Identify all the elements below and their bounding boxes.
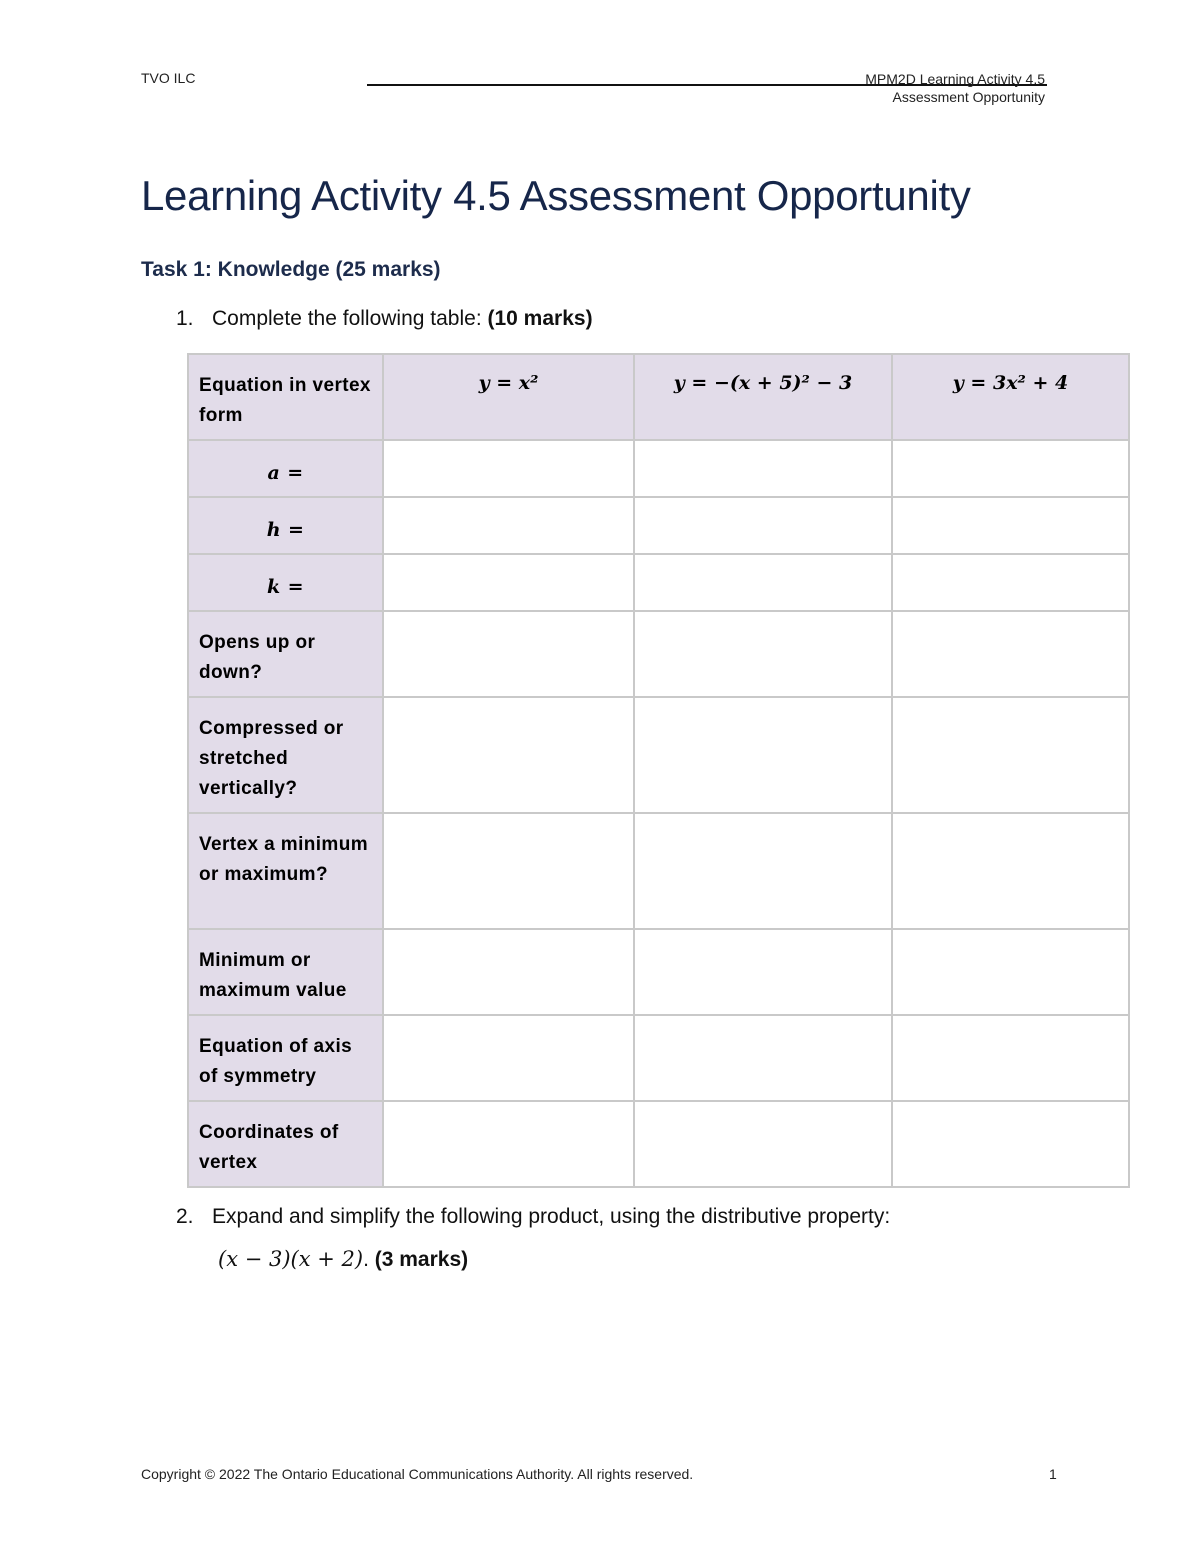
table-row — [188, 554, 1129, 611]
table-row — [188, 440, 1129, 497]
table-row — [188, 611, 1129, 697]
answer-cell[interactable] — [634, 497, 892, 554]
header-course-line1: MPM2D Learning Activity 4.5 — [865, 71, 1045, 87]
header-course — [865, 70, 1045, 106]
answer-cell[interactable] — [634, 697, 892, 813]
row-label-axis: Equation of axis of symmetry — [188, 1015, 383, 1101]
answer-cell[interactable] — [383, 697, 634, 813]
answer-cell[interactable] — [634, 1015, 892, 1101]
answer-cell[interactable] — [383, 813, 634, 929]
answer-cell[interactable] — [634, 929, 892, 1015]
answer-cell[interactable] — [892, 611, 1129, 697]
question-2-expression-line — [218, 1247, 468, 1272]
answer-cell[interactable] — [383, 611, 634, 697]
answer-cell[interactable] — [383, 929, 634, 1015]
answer-cell[interactable] — [892, 440, 1129, 497]
question-2-punct: . — [363, 1248, 375, 1271]
table-row — [188, 697, 1129, 813]
answer-cell[interactable] — [892, 929, 1129, 1015]
row-label-min-max-value: Minimum or maximum value — [188, 929, 383, 1015]
answer-cell[interactable] — [892, 554, 1129, 611]
row-label-h: h = — [188, 497, 383, 554]
question-1 — [176, 307, 593, 331]
answer-cell[interactable] — [634, 611, 892, 697]
row-label-k: k = — [188, 554, 383, 611]
answer-cell[interactable] — [634, 554, 892, 611]
answer-cell[interactable] — [892, 1101, 1129, 1187]
page-title: Learning Activity 4.5 Assessment Opportunity — [141, 172, 971, 219]
question-1-text: Complete the following table: — [212, 307, 488, 330]
table-row — [188, 1015, 1129, 1101]
footer-page-number: 1 — [1049, 1466, 1057, 1482]
question-2-marks: (3 marks) — [374, 1248, 469, 1271]
table-row — [188, 929, 1129, 1015]
row-label-coordinates: Coordinates of vertex — [188, 1101, 383, 1187]
answer-cell[interactable] — [634, 813, 892, 929]
equation-2: y = −(x + 5)² − 3 — [634, 354, 892, 440]
task-heading: Task 1: Knowledge (25 marks) — [141, 258, 441, 281]
header-label-cell: Equation in vertex form — [188, 354, 383, 440]
question-2-expression: (x − 3)(x + 2) — [218, 1247, 364, 1271]
answer-cell[interactable] — [383, 497, 634, 554]
question-2-number: 2. — [176, 1205, 194, 1228]
question-1-marks: (10 marks) — [487, 307, 593, 330]
answer-cell[interactable] — [634, 440, 892, 497]
header-course-line2: Assessment Opportunity — [892, 89, 1045, 105]
question-2 — [176, 1205, 890, 1229]
row-label-a: a = — [188, 440, 383, 497]
answer-cell[interactable] — [634, 1101, 892, 1187]
answer-cell[interactable] — [892, 813, 1129, 929]
answer-cell[interactable] — [383, 1101, 634, 1187]
table-header-row — [188, 354, 1129, 440]
question-1-number: 1. — [176, 307, 194, 330]
answer-cell[interactable] — [383, 554, 634, 611]
header-org: TVO ILC — [141, 70, 196, 86]
table-row — [188, 497, 1129, 554]
equation-3: y = 3x² + 4 — [892, 354, 1129, 440]
question-2-text: Expand and simplify the following product, using the distributive property: — [212, 1205, 891, 1228]
table-row — [188, 813, 1129, 929]
vertex-form-table — [187, 353, 1130, 1188]
answer-cell[interactable] — [892, 697, 1129, 813]
table-row — [188, 1101, 1129, 1187]
equation-1: y = x² — [383, 354, 634, 440]
answer-cell[interactable] — [383, 440, 634, 497]
row-label-opens: Opens up or down? — [188, 611, 383, 697]
answer-cell[interactable] — [383, 1015, 634, 1101]
answer-cell[interactable] — [892, 1015, 1129, 1101]
row-label-compressed: Compressed or stretched vertically? — [188, 697, 383, 813]
row-label-vertex-type: Vertex a minimum or maximum? — [188, 813, 383, 929]
footer-copyright: Copyright © 2022 The Ontario Educational Communications Authority. All rights reserved. — [141, 1466, 694, 1482]
answer-cell[interactable] — [892, 497, 1129, 554]
